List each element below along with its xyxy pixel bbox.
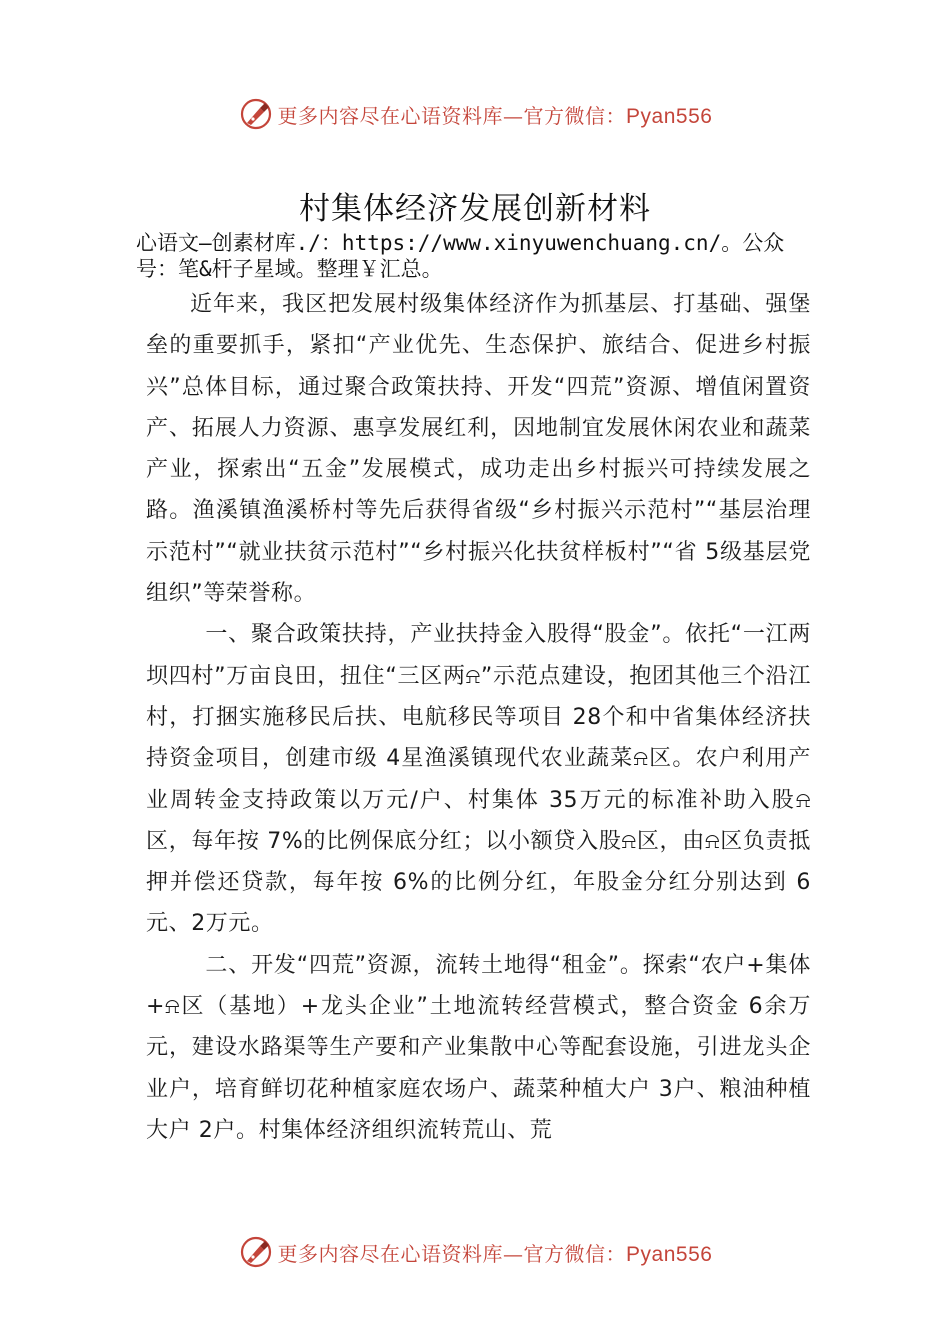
pen-nib-logo-icon bbox=[238, 1234, 274, 1270]
paragraph-intro: 近年来，我区把发展村级集体经济作为抓基层、打基础、强堡垒的重要抓手，紧扣“产业优先、生态保护、旅结合、促进乡村振兴”总体目标，通过聚合政策扶持、开发“四荒”资源、增值闲置资产、拓展人力资源、惠享发展红利，因地制宜发展休闲农业和蔬菜产业，探索出“五金”发展模式，成功走出乡村振兴可持续发展之路。渔溪镇渔溪桥村等先后获得省级“乡村振兴示范村”“基层治理示范村”“就业扶贫示范村”“乡村振兴化扶贫样板村”“省 5级基层党组织”等荣誉称。 bbox=[146, 292, 811, 607]
document-body bbox=[146, 284, 811, 1151]
watermark-text: 更多内容尽在心语资料库—官方微信：Pyan556 bbox=[277, 1241, 713, 1266]
wechat-id: Pyan556 bbox=[626, 104, 713, 128]
paragraph-section-1: 一、聚合政策扶持，产业扶持金入股得“股金”。依托“一江两坝四村”万亩良田，扭住“三区两⍾”示范点建设，抱团其他三个沿江村，打捆实施移民后扶、电航移民等项目 28个和中省集体经济扶持资金项目，创建市级 4星渔溪镇现代农业蔬菜⍾区。农户利用产业周转金支持政策以万元/户、村集体 35万元的标准补助入股⍾区，每年按 7%的比例保底分红；以小额贷入股⍾区，由⍾区负责抵押并偿还贷款，每年按 6%的比例分红，年股金分红分别达到 6元、2万元。 bbox=[146, 622, 811, 937]
pen-nib-logo-icon bbox=[238, 96, 274, 132]
watermark-banner-top bbox=[0, 94, 950, 134]
source-line: 心语文—创素材库./：https://www.xinyuwenchuang.cn/。公众号：笔&杆子星域。整理￥汇总。 bbox=[136, 231, 785, 281]
paragraph-section-2: 二、开发“四荒”资源，流转土地得“租金”。探索“农户+集体+⍾区（基地）+龙头企业”土地流转经营模式，整合资金 6余万元，建设水路渠等生产要和产业集散中心等配套设施，引进龙头企业户，培育鲜切花种植家庭农场户、蔬菜种植大户 3户、粮油种植大户 2户。村集体经济组织流转荒山、荒 bbox=[146, 952, 811, 1143]
watermark-banner-bottom bbox=[0, 1232, 950, 1272]
wechat-id: Pyan556 bbox=[626, 1242, 713, 1266]
watermark-text: 更多内容尽在心语资料库—官方微信：Pyan556 bbox=[277, 103, 713, 128]
document-title: 村集体经济发展创新材料 bbox=[299, 191, 651, 227]
